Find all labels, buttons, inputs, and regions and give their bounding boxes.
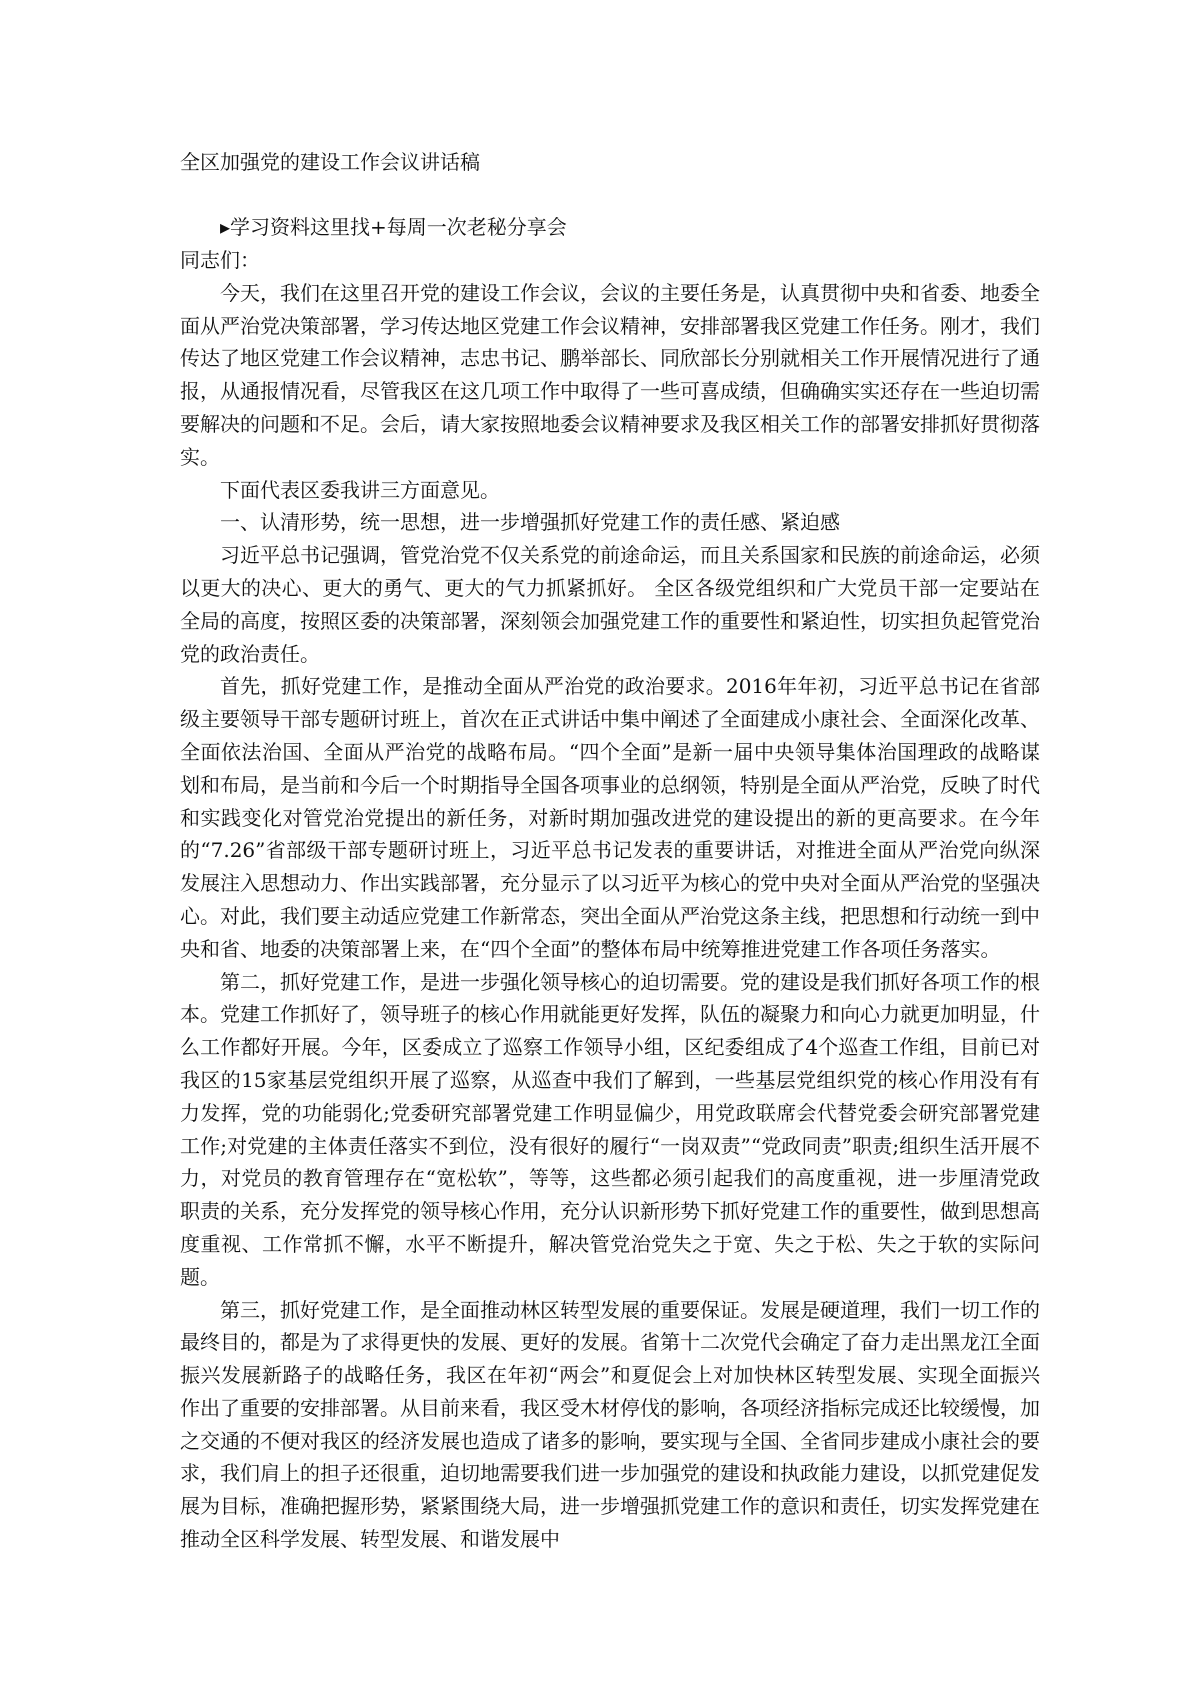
section-heading-1: 一、认清形势，统一思想，进一步增强抓好党建工作的责任感、紧迫感 [220, 510, 840, 535]
document-body [180, 244, 1040, 1556]
paragraph-4: 第三，抓好党建工作，是全面推动林区转型发展的重要保证。发展是硬道理，我们一切工作的最终目的，都是为了求得更快的发展、更好的发展。省第十二次党代会确定了奋力走出黑龙江全面振兴发展新路子的战略任务，我区在年初“两会”和夏促会上对加快林区转型发展、实现全面振兴作出了重要的安排部署。从目前来看，我区受木材停伐的影响，各项经济指标完成还比较缓慢，加之交通的不便对我区的经济发展也造成了诸多的影响，要实现与全国、全省同步建成小康社会的要求，我们肩上的担子还很重，迫切地需要我们进一步加强党的建设和执政能力建设，以抓党建促发展为目标，准确把握形势，紧紧围绕大局，进一步增强抓党建工作的意识和责任，切实发挥党建在推动全区科学发展、转型发展、和谐发展中 [180, 1297, 1040, 1552]
document-title: 全区加强党的建设工作会议讲话稿 [180, 150, 480, 174]
paragraph-2: 首先，抓好党建工作，是推动全面从严治党的政治要求。2016年年初，习近平总书记在省部级主要领导干部专题研讨班上，首次在正式讲话中集中阐述了全面建成小康社会、全面深化改革、全面依法治国、全面从严治党的战略布局。“四个全面”是新一届中央领导集体治国理政的战略谋划和布局，是当前和今后一个时期指导全国各项事业的总纲领，特别是全面从严治党，反映了时代和实践变化对管党治党提出的新任务，对新时期加强改进党的建设提出的新的更高要求。在今年的“7.26”省部级干部专题研讨班上，习近平总书记发表的重要讲话，对推进全面从严治党向纵深发展注入思想动力、作出实践部署，充分显示了以习近平为核心的党中央对全面从严治党的坚强决心。对此，我们要主动适应党建工作新常态，突出全面从严治党这条主线，把思想和行动统一到中央和省、地委的决策部署上来，在“四个全面”的整体布局中统筹推进党建工作各项任务落实。 [180, 674, 1040, 961]
paragraph-intro: 下面代表区委我讲三方面意见。 [220, 477, 500, 502]
salutation: 同志们： [180, 248, 260, 272]
paragraph-3: 第二，抓好党建工作，是进一步强化领导核心的迫切需要。党的建设是我们抓好各项工作的根本。党建工作抓好了，领导班子的核心作用就能更好发挥，队伍的凝聚力和向心力就更加明显，什么工作都好开展。今年，区委成立了巡察工作领导小组，区纪委组成了4个巡查工作组，目前已对我区的15家基层党组织开展了巡察，从巡查中我们了解到，一些基层党组织党的核心作用没有有力发挥，党的功能弱化;党委研究部署党建工作明显偏少，用党政联席会代替党委会研究部署党建工作;对党建的主体责任落实不到位，没有很好的履行“一岗双责”“党政同责”职责;组织生活开展不力，对党员的教育管理存在“宽松软”，等等，这些都必须引起我们的高度重视，进一步厘清党政职责的关系，充分发挥党的领导核心作用，充分认识新形势下抓好党建工作的重要性，做到思想高度重视、工作常抓不懈，水平不断提升，解决管党治党失之于宽、失之于松、失之于软的实际问题。 [180, 969, 1040, 1289]
paragraph-opening: 今天，我们在这里召开党的建设工作会议，会议的主要任务是，认真贯彻中央和省委、地委全面从严治党决策部署，学习传达地区党建工作会议精神，安排部署我区党建工作任务。刚才，我们传达了地区党建工作会议精神，志忠书记、鹏举部长、同欣部长分别就相关工作开展情况进行了通报，从通报情况看，尽管我区在这几项工作中取得了一些可喜成绩，但确确实实还存在一些迫切需要解决的问题和不足。会后，请大家按照地委会议精神要求及我区相关工作的部署安排抓好贯彻落实。 [180, 280, 1040, 469]
promo-link[interactable]: ▸学习资料这里找+每周一次老秘分享会 [220, 215, 567, 239]
paragraph-1: 习近平总书记强调，管党治党不仅关系党的前途命运，而且关系国家和民族的前途命运，必须以更大的决心、更大的勇气、更大的气力抓紧抓好。 全区各级党组织和广大党员干部一定要站在全局的高度，按照区委的决策部署，深刻领会加强党建工作的重要性和紧迫性，切实担负起管党治党的政治责任。 [180, 543, 1040, 666]
